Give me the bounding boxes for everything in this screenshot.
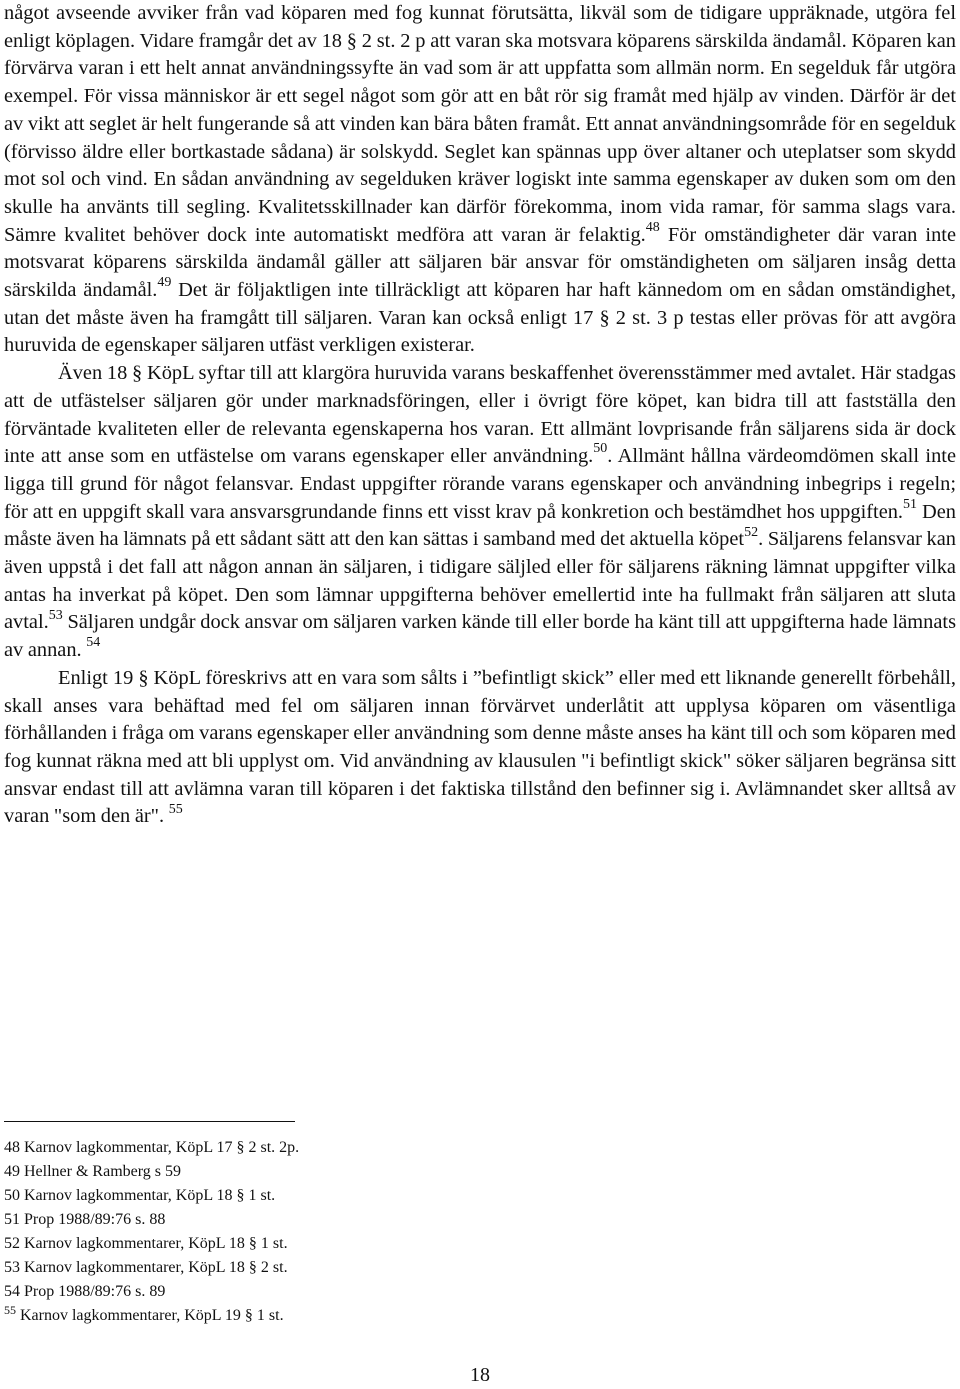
footnote — [4, 1160, 604, 1184]
footnote-number: 48 — [4, 1139, 20, 1156]
footnote-text: Karnov lagkommentarer, KöpL 19 § 1 st. — [20, 1307, 284, 1324]
footnote-number: 50 — [4, 1187, 20, 1204]
footnote-text: Karnov lagkommentar, KöpL 17 § 2 st. 2p. — [24, 1139, 300, 1156]
paragraph-text: . Allmänt hållna värdeomdömen skall inte ligga till grund för något felansvar. Endast uppgifter rörande varans egenskaper och användning inbegrips i regeln; för att en uppgift skall vara ansvarsgrundande finns ett visst krav på konkretion och bestämdhet hos uppgiften. — [4, 445, 957, 523]
paragraph — [4, 665, 956, 831]
body-text — [4, 0, 956, 831]
footnote — [4, 1232, 604, 1256]
footnote-reference[interactable]: 48 — [645, 219, 660, 235]
footnote-separator — [4, 1121, 295, 1122]
footnote — [4, 1304, 604, 1328]
paragraph-text: Enligt 19 § KöpL föreskrivs att en vara som sålts i ”befintligt skick” eller med ett liknande generellt förbehåll, skall anses vara behäftad med fel om säljaren innan förvärvet underlåtit att upplysa köparen om väsentliga förhållanden i fråga om varans egenskaper eller användning som denne måste anses ha känt till och som köparen med fog kunnat räkna med att bli upplyst om. Vid användning av klausulen "i befintligt skick" söker säljaren begränsa sitt ansvar endast till att avlämna varan till köparen i det faktiska tillstånd den befinner sig i. Avlämnandet sker alltså av varan "som den är". — [4, 666, 956, 828]
paragraph-text: Även 18 § KöpL syftar till att klargöra huruvida varans beskaffenhet överensstämmer med avtalet. Här stadgas att de utfästelser säljaren gör under marknadsföringen, eller i övrigt före köpet, kan bidra till att fastställa den förväntade kvaliteten eller de relevanta egenskaperna hos varan. Ett allmänt lovprisande från säljarens sida är dock inte att anse som en utfästelse om varans egenskaper eller användning. — [4, 362, 956, 468]
footnote-text: Hellner & Ramberg s 59 — [24, 1163, 182, 1180]
footnotes-section — [4, 1121, 604, 1328]
footnote-text: Karnov lagkommentarer, KöpL 18 § 2 st. — [24, 1259, 288, 1276]
paragraph — [4, 0, 956, 360]
footnote-reference[interactable]: 52 — [744, 524, 759, 540]
footnote-reference[interactable]: 51 — [903, 496, 918, 512]
footnote-number: 54 — [4, 1283, 20, 1300]
footnote-number: 53 — [4, 1259, 20, 1276]
paragraph-text: Säljaren undgår dock ansvar om säljaren varken kände till eller borde ha känt till att uppgifterna hade lämnats av annan. — [4, 611, 956, 662]
footnote-reference[interactable]: 53 — [48, 607, 63, 623]
footnote-text: Karnov lagkommentarer, KöpL 18 § 1 st. — [24, 1235, 288, 1252]
footnote-list — [4, 1136, 604, 1328]
paragraph-text: . Säljarens felansvar kan även uppstå i det fall att någon annan än säljaren, i tidigare säljled eller för säljarens räkning lämnat uppgifter vilka antas ha inverkat på köpet. Den som lämnar uppgifterna behöver emellertid inte ha fullmakt från säljaren att sluta avtal. — [4, 528, 956, 634]
footnote-text: Prop 1988/89:76 s. 88 — [24, 1211, 166, 1228]
footnote-number: 52 — [4, 1235, 20, 1252]
footnote-text: Prop 1988/89:76 s. 89 — [24, 1283, 166, 1300]
footnote-number: 51 — [4, 1211, 20, 1228]
page-number: 18 — [470, 1364, 490, 1386]
footnote — [4, 1136, 604, 1160]
footnote — [4, 1208, 604, 1232]
footnote-reference[interactable]: 54 — [86, 635, 101, 651]
paragraph-text: Den måste även ha lämnats på ett sådant sätt att den kan sättas i samband med det aktuella köpet — [4, 500, 956, 551]
footnote-text: Karnov lagkommentar, KöpL 18 § 1 st. — [24, 1187, 276, 1204]
footnote-reference[interactable]: 55 — [168, 801, 183, 817]
footnote — [4, 1184, 604, 1208]
footnote-number: 49 — [4, 1163, 20, 1180]
footnote-reference[interactable]: 50 — [593, 441, 608, 457]
paragraph-text: Det är följaktligen inte tillräckligt att köparen har haft kännedom om en sådan omständighet, utan det måste även ha framgått till säljaren. Varan kan också enligt 17 § 2 st. 3 p testas eller prövas för att avgöra huruvida de egenskaper säljaren utfäst verkligen existerar. — [4, 279, 956, 357]
footnote-reference[interactable]: 49 — [157, 275, 172, 291]
paragraph-text: För omständigheter där varan inte motsvarat köparens särskilda ändamål gäller att säljaren bär ansvar för omständigheten om säljaren insåg detta särskilda ändamål. — [4, 223, 957, 302]
footnote — [4, 1256, 604, 1280]
paragraph — [4, 360, 956, 665]
footnote-number: 55 — [4, 1303, 16, 1317]
paragraph-text: något avseende avviker från vad köparen med fog kunnat förutsätta, likväl som de tidigare uppräknade, utgöra fel enligt köplagen. Vidare framgår det av 18 § 2 st. 2 p att varan ska motsvara köparens särskilda ändamål. Köparen kan förvärva varan i ett helt annat användningssyfte än vad som är att uppfatta som allmän norm. En segelduk får utgöra exempel. För vissa människor är ett segel något som gör att en båt rör sig framåt med hjälp av vinden. Därför är det av vikt att seglet är helt fungerande så att vinden kan bära båten framåt. Ett annat användningsområde för en segelduk (förvisso äldre eller bortkastade sådana) är solskydd. Seglet kan spännas upp över altaner och uteplatser som skydd mot sol och vind. En sådan användning av segelduken kräver logiskt inte samma egenskaper av duken som om den skulle ha använts till segling. Kvalitetsskillnader kan därför förekomma, inom vida ramar, för samma slags vara. Sämre kvalitet behöver dock inte automatiskt medföra att varan är felaktig. — [4, 2, 956, 246]
footnote — [4, 1280, 604, 1304]
document-page — [4, 0, 956, 831]
